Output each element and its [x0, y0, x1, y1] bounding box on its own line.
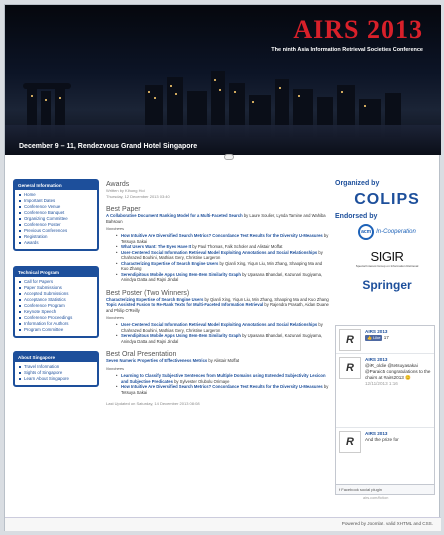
paper-title: Seven Numeric Properties of Effectiveness Metrics: [106, 358, 208, 364]
paper-authors: by Tetsuya Sakai: [121, 384, 329, 395]
sidebar-link[interactable]: Program Committee: [18, 327, 94, 333]
paper-title: User-Centered Social Information Retrieval Model Exploiting Annotations and Social Relationships: [121, 322, 318, 328]
post-time: 12/11/2013 1:16: [365, 381, 398, 386]
nominee-item: [116, 333, 329, 344]
sidebar-link[interactable]: Sights of Singapore: [18, 370, 94, 376]
paper-title: How Intuitive Are Diversified Search Metrics? Concordance Test Results for the Diversity U-Measures: [121, 384, 323, 390]
nominee-item: [116, 384, 329, 395]
paper-title: Characterizing Expertise of Search Engine Users: [106, 296, 204, 302]
sidebar-link[interactable]: Conference Venue: [18, 204, 94, 210]
paper-authors: by Sylvester Olubolu Orimaye: [172, 378, 230, 384]
springer-logo[interactable]: Springer: [362, 278, 412, 292]
facebook-icon: f: [339, 487, 341, 492]
sidebar-link[interactable]: Conference Banquet: [18, 210, 94, 216]
post-avatar[interactable]: R: [339, 357, 361, 379]
nominee-item: [116, 250, 329, 261]
sidebar-link[interactable]: Registration: [18, 234, 94, 240]
nominees-label: Nominees: [106, 366, 125, 372]
sidebar-heading: About Singapore: [15, 353, 97, 362]
sigir-wordmark: SIGIR: [370, 248, 404, 264]
paper-title: Learning to Classify Subjective Sentences from Multiple Domains using Extended Subjectivity Lexicon and Subjective Predicates: [121, 373, 326, 384]
colips-logo[interactable]: COLIPS: [354, 191, 420, 208]
section-heading: Best Poster (Two Winners): [106, 289, 190, 297]
endorsed-by-heading: Endorsed by: [335, 213, 378, 220]
paper-title: Characterizing Expertise of Search Engine Users: [121, 260, 219, 266]
paper-title: How Intuitive Are Diversified Search Metrics? Concordance Test Results for the Diversity U-Measures: [121, 233, 323, 239]
header-banner: [5, 5, 441, 155]
sidebar-link[interactable]: Home: [18, 192, 94, 198]
footer-text: Powered by Joomla!. valid XHTML and CSS.: [341, 521, 433, 526]
paper-authors: by Tetsuya Sakai: [121, 233, 329, 244]
paper-authors: by Paul Thomas, Falk Scholer and Alistair Moffat: [191, 244, 283, 250]
paper-authors: by Chahrazed Bouhini, Mathias Gery, Christine Largeron: [121, 322, 323, 333]
winner-entry: [106, 358, 329, 364]
winner-entry: [106, 302, 329, 313]
like-label: Like: [373, 335, 381, 340]
post-author[interactable]: AIRS 2013: [365, 431, 388, 436]
post-text: And the prize for: [365, 437, 399, 442]
sidebar-general-info: [13, 179, 99, 251]
sidebar-link[interactable]: Conference Poster: [18, 222, 94, 228]
nominee-item: [116, 373, 329, 384]
post-text: @iR_oldie @tetsuyasakai @Paraic5 congratulations to the chairs at #airs2013 😊: [365, 363, 431, 380]
sidebar-heading: General Information: [15, 181, 97, 190]
nominee-item: [116, 322, 329, 333]
water-reflection: [5, 125, 441, 155]
thumbs-up-icon: 👍: [367, 335, 372, 340]
facebook-page-header: [336, 326, 434, 354]
paper-title: A Collaborative Document Ranking Model for a Multi-Faceted Search: [106, 213, 243, 218]
facebook-post: [336, 354, 434, 428]
sidebar-link[interactable]: Travel Information: [18, 364, 94, 370]
paper-authors: by Qianli Xing, Yiqun Liu, Min Zhang, Shaoping Ma and Kuo Zhang: [121, 260, 323, 272]
sidebar-heading: Technical Program: [15, 268, 97, 277]
sponsors-column: [335, 180, 439, 298]
paper-authors: by Rajendra Prasath, Aidan Duane and Philip O'Reilly: [106, 302, 329, 313]
like-button[interactable]: [365, 335, 382, 341]
acm-circle-icon: acm: [358, 224, 374, 240]
paper-title: Serendipitous Mobile Apps Using Item-Item Similarity Graph: [121, 271, 241, 277]
slider-handle[interactable]: [224, 154, 234, 160]
page-name[interactable]: AIRS 2013: [365, 329, 388, 334]
paper-title: User-Centered Social Information Retrieval Model Exploiting Annotations and Social Relationships: [121, 249, 318, 255]
nominees-label: Nominees: [106, 315, 125, 321]
paper-title: What Users Want: The Eyes Have It: [121, 244, 192, 250]
facebook-post: [336, 428, 434, 468]
sidebar-link[interactable]: Accepted Submissions: [18, 291, 94, 297]
article-title: Awards: [106, 181, 130, 188]
paper-authors: by Chahrazed Bouhini, Mathias Gery, Christine Largeron: [121, 249, 323, 261]
site-subtitle: The ninth Asia Information Retrieval Societies Conference: [271, 47, 423, 53]
sidebar-link[interactable]: Conference Program: [18, 303, 94, 309]
organized-by-heading: Organized by: [335, 180, 380, 187]
paper-authors: by Qianli Xing, Yiqun Liu, Min Zhang, Shaoping Ma and Kuo Zhang: [203, 296, 329, 302]
paper-authors: by Upasana Bhandari, Kazunari Sugiyama, Anindya Datta and Rajni Jindal: [121, 271, 323, 283]
footer: [5, 517, 441, 531]
paper-authors: by Laure Soulier, Lynda Tamine and Wahiba Bahsoun: [106, 213, 326, 224]
nominee-item: [116, 261, 329, 272]
sidebar-link[interactable]: Awards: [18, 240, 94, 246]
paper-title: Topic Assisted Fusion to Re-Rank Texts for Multi-Faceted Information Retrieval: [106, 302, 264, 308]
sidebar-link[interactable]: Acceptance Statistics: [18, 297, 94, 303]
sidebar-technical-program: [13, 266, 99, 338]
sidebar-link[interactable]: Organizing Committee: [18, 216, 94, 222]
paper-authors: by Upasana Bhandari, Kazunari Sugiyama, Anindya Datta and Rajni Jindal: [121, 333, 323, 344]
nominee-item: [116, 272, 329, 283]
facebook-plugin-footer[interactable]: [336, 484, 434, 494]
section-heading: Best Paper: [106, 206, 141, 213]
sidebar-link[interactable]: Call for Papers: [18, 279, 94, 285]
site-title: AIRS 2013: [293, 15, 423, 44]
sidebar-link[interactable]: Previous Conferences: [18, 228, 94, 234]
section-heading: Best Oral Presentation: [106, 351, 177, 359]
paper-title: Serendipitous Mobile Apps Using Item-Item Similarity Graph: [121, 333, 241, 339]
article: [106, 181, 329, 407]
like-count: 17: [383, 335, 389, 340]
sidebar-link[interactable]: Paper Submissions: [18, 285, 94, 291]
widget-caption: airs.com/fiction: [363, 496, 389, 500]
article-date: Thursday, 12 December 2013 03:40: [106, 193, 170, 199]
sidebar-link[interactable]: Information for Authors: [18, 321, 94, 327]
sidebar-about-singapore: [13, 351, 99, 387]
post-avatar[interactable]: R: [339, 431, 361, 453]
post-author[interactable]: AIRS 2013: [365, 357, 388, 362]
facebook-widget: [335, 325, 435, 495]
article-author: Written by Kihong Hoi: [106, 188, 145, 193]
sidebar-link[interactable]: Keynote Speech: [18, 309, 94, 315]
winner-entry: [106, 213, 329, 224]
acm-logo[interactable]: [335, 220, 439, 244]
acm-text: In-Cooperation: [376, 229, 416, 235]
plugin-label: Facebook social plugin: [341, 487, 382, 492]
sigir-logo[interactable]: [335, 244, 439, 272]
paper-authors: by Alistair Moffat: [207, 358, 240, 364]
site-tagline: December 9 – 11, Rendezvous Grand Hotel Singapore: [19, 143, 198, 150]
nominee-item: [116, 233, 329, 244]
sidebar-link[interactable]: Learn About Singapore: [18, 376, 94, 382]
last-updated: Last Updated on Saturday, 14 December 2013 08:08: [106, 401, 200, 407]
nominees-label: Nominees: [106, 226, 125, 232]
page: [4, 4, 440, 531]
page-avatar[interactable]: R: [339, 329, 361, 351]
sidebar-link[interactable]: Important Dates: [18, 198, 94, 204]
sigir-caption: Special Interest Group on Information Retrieval: [355, 263, 419, 268]
sidebar-link[interactable]: Conference Proceedings: [18, 315, 94, 321]
